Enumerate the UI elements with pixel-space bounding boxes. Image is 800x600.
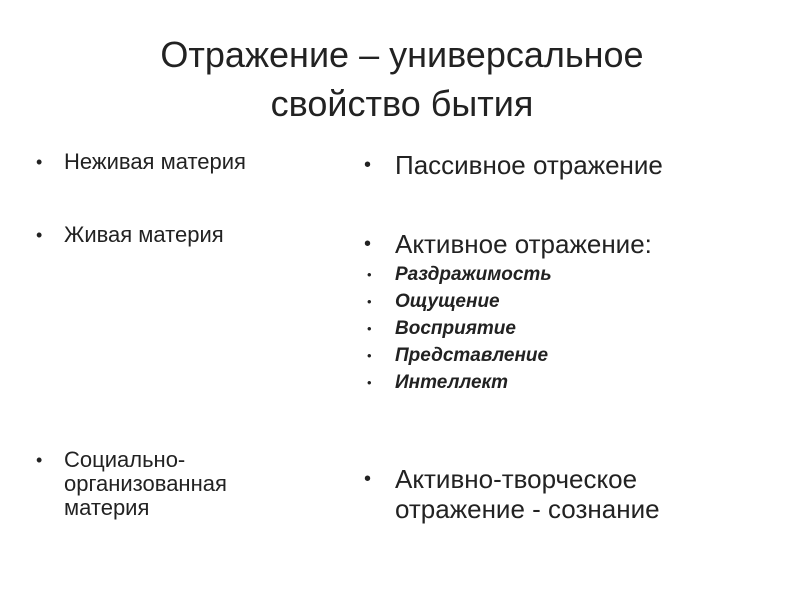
sub-item-text: Ощущение <box>395 291 500 312</box>
bullet-icon: • <box>364 468 372 490</box>
bullet-icon: • <box>364 154 372 176</box>
bullet-icon: • <box>367 348 372 363</box>
sub-item-text: Представление <box>395 345 549 366</box>
list-item-text: Неживая материя <box>64 149 246 174</box>
bullet-icon: • <box>36 225 43 245</box>
list-item-text-line-2: организованная <box>64 471 227 496</box>
list-item-text-line-1: Социально- <box>64 447 186 472</box>
sub-item-sensation <box>367 289 767 315</box>
sub-item-irritability <box>367 262 767 288</box>
list-item-text-line-3: материя <box>64 495 150 520</box>
list-item-text-line-1: Активно-творческое <box>395 464 638 494</box>
sub-item-text: Восприятие <box>395 318 516 339</box>
list-item-creative-reflection <box>364 464 784 524</box>
list-item-text-line-2: отражение - сознание <box>395 494 660 524</box>
slide-title <box>0 30 800 128</box>
bullet-icon: • <box>364 233 372 255</box>
list-item-living-matter <box>36 223 336 247</box>
title-line-1: Отражение – универсальное <box>160 34 644 75</box>
sub-item-text: Раздражимость <box>395 264 552 285</box>
sub-item-intellect <box>367 370 767 396</box>
list-item-text: Активное отражение: <box>395 229 652 259</box>
bullet-icon: • <box>36 450 43 470</box>
sub-item-perception <box>367 316 767 342</box>
bullet-icon: • <box>36 152 43 172</box>
list-item-text: Живая материя <box>64 222 224 247</box>
list-item-text: Пассивное отражение <box>395 150 663 180</box>
list-item-social-matter <box>36 448 336 520</box>
list-item-passive-reflection <box>364 150 784 180</box>
bullet-icon: • <box>367 375 372 390</box>
sub-item-representation <box>367 343 767 369</box>
title-line-2: свойство бытия <box>270 83 534 124</box>
list-item-nonliving-matter <box>36 150 336 174</box>
bullet-icon: • <box>367 267 372 282</box>
bullet-icon: • <box>367 294 372 309</box>
sub-item-text: Интеллект <box>395 372 509 393</box>
list-item-active-reflection <box>364 229 784 259</box>
bullet-icon: • <box>367 321 372 336</box>
